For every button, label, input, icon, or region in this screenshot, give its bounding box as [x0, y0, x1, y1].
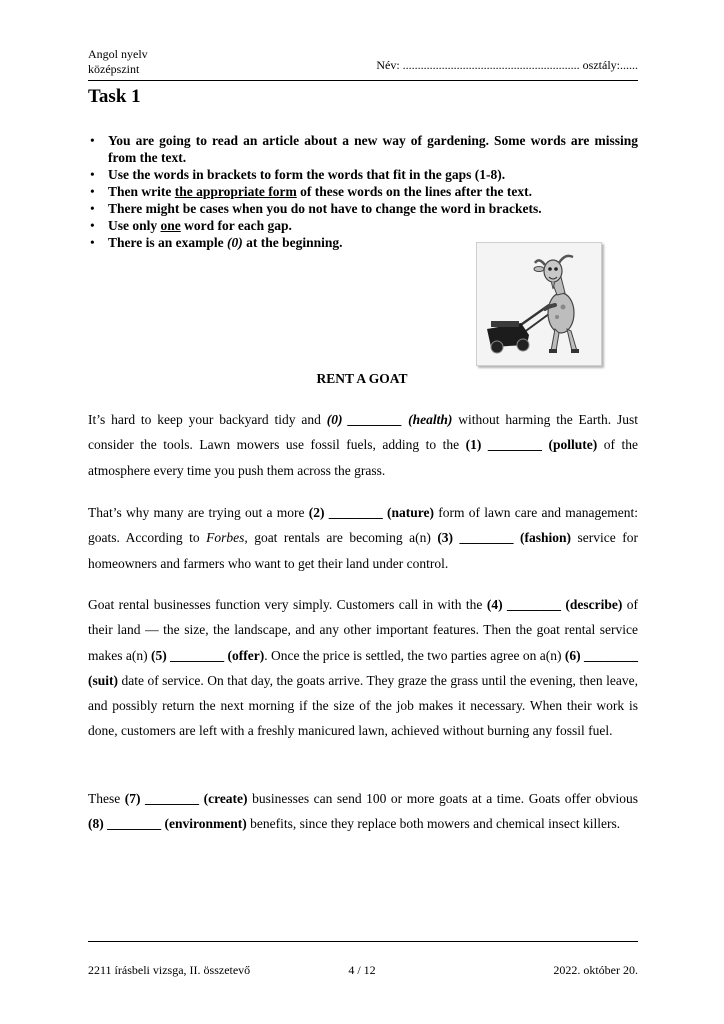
- instruction-item: [88, 132, 638, 166]
- gap-1-base-word: (pollute): [548, 437, 598, 453]
- header-subject-block: [88, 47, 148, 77]
- gap-6: (6) ________: [564, 647, 638, 663]
- header-divider: [88, 80, 638, 81]
- instruction-item: [88, 217, 638, 234]
- article-paragraph-4: [88, 786, 638, 837]
- instruction-text: You are going to read an article about a new way of gardening. Some words are missing from the text.: [108, 133, 638, 165]
- gap-3-base-word: (fashion): [520, 530, 572, 546]
- article-paragraph-2: [88, 500, 638, 576]
- header-subject: Angol nyelv: [88, 47, 148, 61]
- article-text: Goat rental businesses function very simply. Customers call in with the: [88, 597, 487, 612]
- instruction-text: Then write: [108, 184, 175, 199]
- article-text: benefits, since they replace both mowers and chemical insect killers.: [246, 816, 621, 832]
- footer-exam-date: 2022. október 20.: [553, 963, 638, 977]
- gap-5: (5) ________: [150, 647, 225, 663]
- instruction-item: [88, 166, 638, 183]
- instructions-list: [88, 132, 638, 251]
- instruction-text: There might be cases when you do not have to change the word in brackets.: [108, 201, 542, 216]
- instruction-emphasis: one: [160, 218, 181, 233]
- gap-1: (1) ________: [465, 437, 542, 453]
- instruction-text: Use only: [108, 218, 161, 233]
- gap-8: (8) ________: [88, 816, 162, 832]
- instruction-emphasis: the appropriate form: [174, 184, 297, 199]
- article-text: form of lawn care and management: goats. According to: [88, 505, 638, 546]
- gap-5-base-word: (offer): [227, 647, 265, 663]
- article-text: That’s why many are trying out a more: [88, 505, 309, 520]
- article-text: . Once the price is settled, the two parties agree on a(n): [264, 647, 565, 663]
- article-title: RENT A GOAT: [316, 371, 408, 386]
- gap-7: (7) ________: [124, 791, 200, 806]
- instruction-item: [88, 200, 638, 217]
- header-name-field: Név: ........................................................... osztály:......: [376, 58, 638, 72]
- article-text: These: [88, 791, 125, 806]
- footer-exam-code: 2211 írásbeli vizsga, II. összetevő: [88, 963, 251, 977]
- article-text: without harming the Earth. Just consider the tools. Lawn mowers use fossil fuels, adding to the: [88, 412, 639, 453]
- source-name: Forbes: [206, 530, 245, 546]
- gap-8-base-word: (environment): [164, 816, 247, 832]
- gap-0-base-word: (health): [408, 412, 453, 427]
- article-text: of their land — the size, the landscape, and any other important features. Then the goat rental service makes a(n): [88, 597, 639, 663]
- gap-0-example: (0) ________: [326, 412, 403, 427]
- instruction-text: of these words on the lines after the text.: [296, 184, 532, 199]
- instruction-text: at the beginning.: [242, 235, 343, 250]
- instruction-text: There is an example: [108, 235, 227, 250]
- gap-3: (3) ________: [437, 530, 514, 546]
- gap-2-base-word: (nature): [387, 505, 435, 520]
- task-title: Task 1: [88, 86, 141, 107]
- goat-mowing-lawn-icon: [476, 242, 602, 366]
- gap-6-base-word: (suit): [88, 672, 118, 688]
- header-level: középszint: [88, 62, 140, 76]
- gap-4-base-word: (describe): [565, 597, 623, 612]
- article-text: It’s hard to keep your backyard tidy and: [88, 412, 327, 427]
- instruction-example-ref: (0): [227, 235, 243, 250]
- article-text: service for homeowners and farmers who want to get their land under control.: [88, 530, 639, 571]
- instruction-text: word for each gap.: [180, 218, 292, 233]
- article-text: date of service. On that day, the goats arrive. They graze the grass until the evening, then leave, and possibly return the next morning if the size of the job makes it necessary. When their work is done, customers are left with a freshly manicured lawn, achieved without burning any fossil fuel.: [88, 672, 638, 739]
- article-paragraph-3: [88, 592, 638, 744]
- footer-page-number: 4 / 12: [348, 963, 376, 977]
- gap-4: (4) ________: [486, 597, 561, 612]
- gap-2: (2) ________: [308, 505, 383, 520]
- gap-7-base-word: (create): [203, 791, 248, 806]
- article-text: of the atmosphere every time you push them across the grass.: [88, 437, 638, 478]
- instruction-item: [88, 183, 638, 200]
- instruction-text: Use the words in brackets to form the words that fit in the gaps (1-8).: [108, 167, 506, 182]
- article-text: businesses can send 100 or more goats at a time. Goats offer obvious: [247, 791, 638, 806]
- footer-divider: [88, 941, 638, 942]
- article-paragraph-1: [88, 407, 638, 483]
- article-text: , goat rentals are becoming a(n): [244, 530, 438, 546]
